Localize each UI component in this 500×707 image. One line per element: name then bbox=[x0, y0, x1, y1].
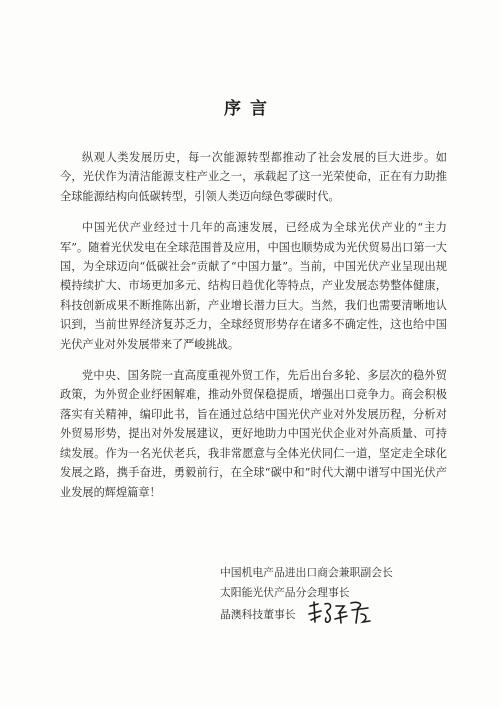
signer-title-3: 晶澳科技董事长 bbox=[220, 608, 296, 622]
signer-title-2: 太阳能光伏产品分会理事长 bbox=[220, 585, 350, 599]
signer-title-3-row bbox=[220, 602, 440, 628]
page-title: 序言 bbox=[224, 99, 276, 119]
paragraph-1: 纵观人类发展历史，每一次能源转型都推动了社会发展的巨大进步。如今，光伏作为清洁能源支柱产业之一，承载起了这一光荣使命，正在有力助推全球能源结构向低碳转型，引领人类迈向绿色零碳时代。 bbox=[60, 151, 447, 203]
paragraph-2: 中国光伏产业经过十几年的高速发展，已经成为全球光伏产业的“主力军”。随着光伏发电在全球范围普及应用，中国也顺势成为光伏贸易出口第一大国，为全球迈向“低碳社会”贡献了“中国力量”。当前，中国光伏产业呈现出规模持续扩大、市场更加多元、结构日趋优化等特点，产业发展态势整体健康，科技创新成果不断推陈出新，产业增长潜力巨大。当然，我们也需要清晰地认识到，当前世界经济复苏乏力，全球经贸形势存在诸多不确定性，这也给中国光伏产业对外发展带来了严峻挑战。 bbox=[60, 221, 447, 351]
handwritten-signature bbox=[306, 598, 376, 628]
preface-body bbox=[60, 148, 447, 514]
paragraph-3: 党中央、国务院一直高度重视外贸工作，先后出台多轮、多层次的稳外贸政策，为外贸企业纾困解难，推动外贸保稳提质，增强出口竞争力。商会积极落实有关精神，编印此书，旨在通过总结中国光伏产业对外发展历程，分析对外贸易形势，提出对外发展建议，更好地助力中国光伏企业对外高质量、可持续发展。作为一名光伏老兵，我非常愿意与全体光伏同仁一道，坚定走全球化发展之路，携手奋进，勇毅前行，在全球“碳中和”时代大潮中谱写中国光伏产业发展的辉煌篇章！ bbox=[60, 369, 447, 499]
signature-block bbox=[220, 563, 440, 628]
signer-title-1: 中国机电产品进出口商会兼职副会长 bbox=[220, 566, 393, 579]
